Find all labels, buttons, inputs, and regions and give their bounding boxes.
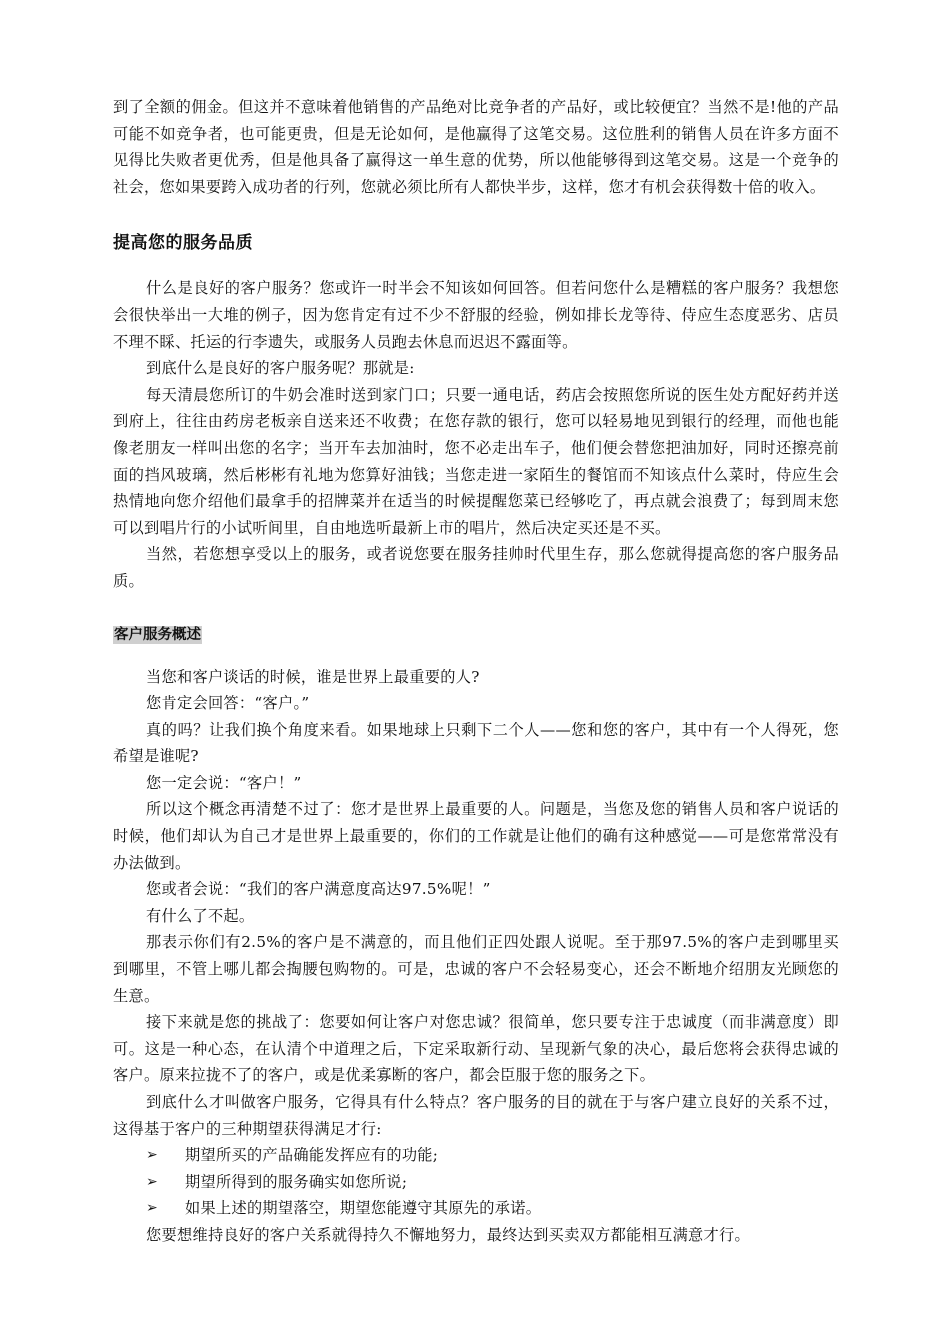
list-item-text: 期望所买的产品确能发挥应有的功能; — [185, 1146, 439, 1165]
section-title-service-quality: 提高您的服务品质 — [113, 233, 253, 254]
paragraph: 接下来就是您的挑战了：您要如何让客户对您忠诚？很简单，您只要专注于忠诚度（而非满意度）即可。这是一种心态，在认清个中道理之后，下定采取新行动、呈现新气象的决心，最后您将会获得忠诚的客户。原来拉拢不了的客户，或是优柔寡断的客户，都会臣服于您的服务之下。 — [113, 1013, 839, 1085]
paragraph: 您一定会说：“客户！” — [146, 773, 302, 792]
document-page — [113, 94, 839, 1249]
arrow-bullet-icon: ➢ — [146, 1200, 159, 1217]
paragraph: 什么是良好的客户服务？您或许一时半会不知该如何回答。但若问您什么是糟糕的客户服务？我想您会很快举出一大堆的例子，因为您肯定有过不少不舒服的经验，例如排长龙等待、侍应生态度恶劣、店员不理不睬、托运的行李遗失，或服务人员跑去休息而迟迟不露面等。 — [113, 279, 839, 351]
list-item-text: 期望所得到的服务确实如您所说; — [185, 1172, 408, 1191]
list-item — [113, 1195, 839, 1222]
arrow-bullet-icon: ➢ — [146, 1173, 159, 1190]
paragraph: 那表示你们有2.5%的客户是不满意的，而且他们正四处跟人说呢。至于那97.5%的客户走到哪里买到哪里，不管上哪儿都会掏腰包购物的。可是，忠诚的客户不会轻易变心，还会不断地介绍朋友光顾您的生意。 — [113, 933, 839, 1005]
list-item — [113, 1142, 839, 1169]
intro-paragraph: 到了全额的佣金。但这并不意味着他销售的产品绝对比竞争者的产品好，或比较便宜？当然不是!他的产品可能不如竞争者，也可能更贵，但是无论如何，是他赢得了这笔交易。这位胜利的销售人员在许多方面不见得比失败者更优秀，但是他具备了赢得这一单生意的优势，所以他能够得到这笔交易。这是一个竞争的社会，您如果要跨入成功者的行列，您就必须比所有人都快半步，这样，您才有机会获得数十倍的收入。 — [113, 98, 839, 196]
paragraph: 所以这个概念再清楚不过了：您才是世界上最重要的人。问题是，当您及您的销售人员和客户说话的时候，他们却认为自己才是世界上最重要的，你们的工作就是让他们的确有这种感觉——可是您常常没有办法做到。 — [113, 800, 839, 872]
paragraph: 到底什么是良好的客户服务呢？那就是: — [146, 359, 415, 378]
closing-paragraph: 您要想维持良好的客户关系就得持久不懈地努力，最终达到买卖双方都能相互满意才行。 — [146, 1225, 751, 1244]
highlighted-title-text: 客户服务概述 — [114, 626, 201, 643]
paragraph: 真的吗？让我们换个角度来看。如果地球上只剩下二个人——您和您的客户，其中有一个人得死，您希望是谁呢? — [113, 720, 839, 766]
paragraph: 每天清晨您所订的牛奶会准时送到家门口；只要一通电话，药店会按照您所说的医生处方配好药并送到府上，往往由药房老板亲自送来还不收费；在您存款的银行，您可以轻易地见到银行的经理，而他也能像老朋友一样叫出您的名字；当开车去加油时，您不必走出车子，他们便会替您把油加好，同时还擦亮前面的挡风玻璃，然后彬彬有礼地为您算好油钱；当您走进一家陌生的餐馆而不知该点什么菜时，侍应生会热情地向您介绍他们最拿手的招牌菜并在适当的时候提醒您菜已经够吃了，再点就会浪费了；每到周末您可以到唱片行的小试听间里，自由地选听最新上市的唱片，然后决定买还是不买。 — [113, 385, 839, 537]
list-item-text: 如果上述的期望落空，期望您能遵守其原先的承诺。 — [185, 1199, 542, 1218]
paragraph: 当您和客户谈话的时候，谁是世界上最重要的人? — [146, 667, 480, 686]
section-title-customer-service-overview — [113, 623, 839, 644]
paragraph: 当然，若您想享受以上的服务，或者说您要在服务挂帅时代里生存，那么您就得提高您的客户服务品质。 — [113, 545, 839, 590]
list-item — [113, 1169, 839, 1196]
paragraph: 有什么了不起。 — [146, 906, 255, 925]
paragraph: 您肯定会回答：“客户。” — [146, 694, 310, 713]
expectation-list — [113, 1142, 839, 1222]
paragraph: 您或者会说：“我们的客户满意度高达97.5%呢！” — [146, 880, 491, 899]
paragraph: 到底什么才叫做客户服务，它得具有什么特点？客户服务的目的就在于与客户建立良好的关系不过，这得基于客户的三种期望获得满足才行: — [113, 1093, 839, 1138]
arrow-bullet-icon: ➢ — [146, 1147, 159, 1164]
